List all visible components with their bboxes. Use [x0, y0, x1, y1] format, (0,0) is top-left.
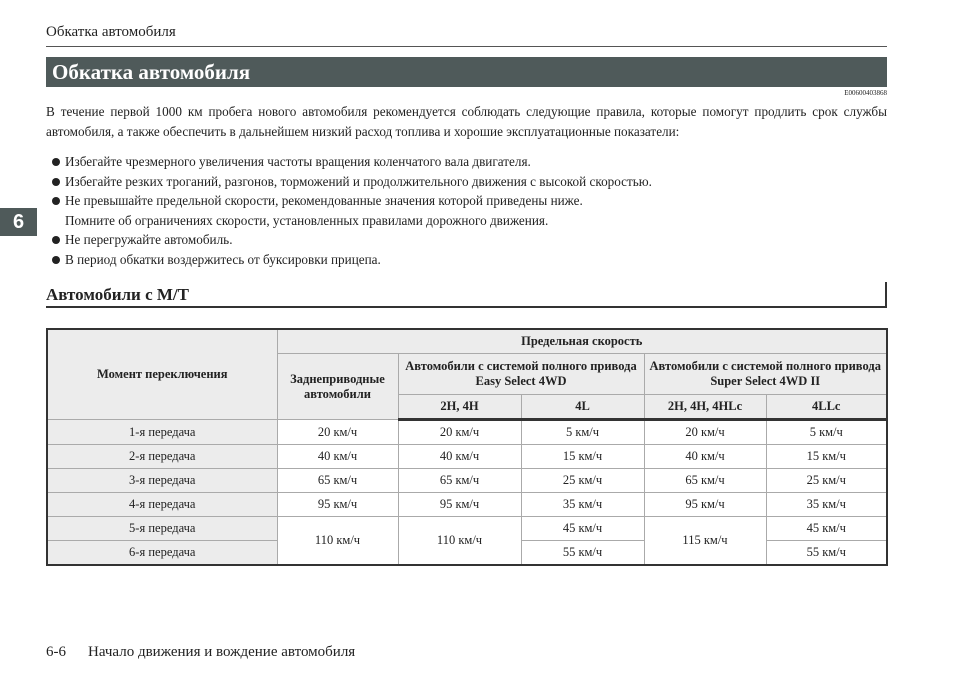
header-super: Автомобили с системой полного привода Super Select 4WD II: [644, 354, 887, 395]
table-cell: 65 км/ч: [398, 469, 521, 493]
header-shift: Момент переключения: [47, 329, 277, 420]
list-item: Избегайте чрезмерного увеличения частоты вращения коленчатого вала двигателя.: [52, 152, 652, 172]
list-item: Не перегружайте автомобиль.: [52, 230, 652, 250]
table-cell: 1-я передача: [47, 420, 277, 445]
table-cell: 95 км/ч: [277, 493, 398, 517]
table-row: [47, 420, 887, 445]
table-row: [47, 469, 887, 493]
table-cell: 40 км/ч: [644, 445, 766, 469]
table-cell: 95 км/ч: [644, 493, 766, 517]
table-cell: 65 км/ч: [277, 469, 398, 493]
running-header: Обкатка автомобиля: [46, 24, 176, 40]
table-cell: 5 км/ч: [766, 420, 887, 445]
page-number: 6-6: [46, 644, 66, 660]
bullet-icon: [52, 236, 60, 244]
bullet-list: [52, 152, 652, 269]
table-row: [47, 493, 887, 517]
table-cell: 25 км/ч: [521, 469, 644, 493]
doc-code: E00600403868: [844, 89, 887, 97]
table-cell: 15 км/ч: [766, 445, 887, 469]
header-rule: [46, 46, 887, 47]
sub-header: 4L: [521, 395, 644, 420]
table-cell: 95 км/ч: [398, 493, 521, 517]
list-item-continuation: Помните об ограничениях скорости, установленных правилами дорожного движения.: [65, 212, 549, 228]
list-item: В период обкатки воздержитесь от буксировки прицепа.: [52, 250, 652, 270]
table-cell: 40 км/ч: [398, 445, 521, 469]
table-cell: 4-я передача: [47, 493, 277, 517]
section-title: Обкатка автомобиля: [46, 57, 887, 87]
table-row: 6-я передача 55 км/ч 55 км/ч: [47, 541, 887, 566]
header-limit: Предельная скорость: [277, 329, 887, 354]
list-item: Не превышайте предельной скорости, рекомендованные значения которой приведены ниже.: [52, 191, 652, 211]
page-footer: [46, 644, 377, 661]
table-cell: 20 км/ч: [398, 420, 521, 445]
table-cell: 25 км/ч: [766, 469, 887, 493]
chapter-tab: 6: [0, 208, 37, 236]
sub-header: 2H, 4H: [398, 395, 521, 420]
sub-header: 2H, 4H, 4HLc: [644, 395, 766, 420]
table-cell: 65 км/ч: [644, 469, 766, 493]
table-cell: 5 км/ч: [521, 420, 644, 445]
intro-paragraph: В течение первой 1000 км пробега нового автомобиля рекомендуется соблюдать следующие правила, которые помогут продлить срок службы автомобиля, а также обеспечить в дальнейшем низкий расход топлива и хорошие эксплуатационные показатели:: [46, 104, 887, 139]
speed-limit-table: [46, 328, 888, 566]
table-cell: 20 км/ч: [277, 420, 398, 445]
header-rwd: Заднеприводные автомобили: [277, 354, 398, 420]
sub-header: 4LLc: [766, 395, 887, 420]
bullet-icon: [52, 197, 60, 205]
table-cell: 15 км/ч: [521, 445, 644, 469]
table-row: 5-я передача 110 км/ч 110 км/ч 45 км/ч 115 км/ч 45 км/ч: [47, 517, 887, 541]
header-easy: Автомобили с системой полного привода Easy Select 4WD: [398, 354, 644, 395]
bullet-icon: [52, 178, 60, 186]
table-cell: 20 км/ч: [644, 420, 766, 445]
table-cell: 35 км/ч: [766, 493, 887, 517]
bullet-icon: [52, 158, 60, 166]
bullet-icon: [52, 256, 60, 264]
subsection-title: Автомобили с M/T: [46, 282, 887, 308]
table-cell: 35 км/ч: [521, 493, 644, 517]
chapter-name: Начало движения и вождение автомобиля: [88, 644, 356, 660]
table-cell: 2-я передача: [47, 445, 277, 469]
table-row: [47, 445, 887, 469]
table-cell: 40 км/ч: [277, 445, 398, 469]
list-item: Избегайте резких троганий, разгонов, торможений и продолжительного движения с высокой скоростью.: [52, 172, 652, 192]
table-cell: 3-я передача: [47, 469, 277, 493]
